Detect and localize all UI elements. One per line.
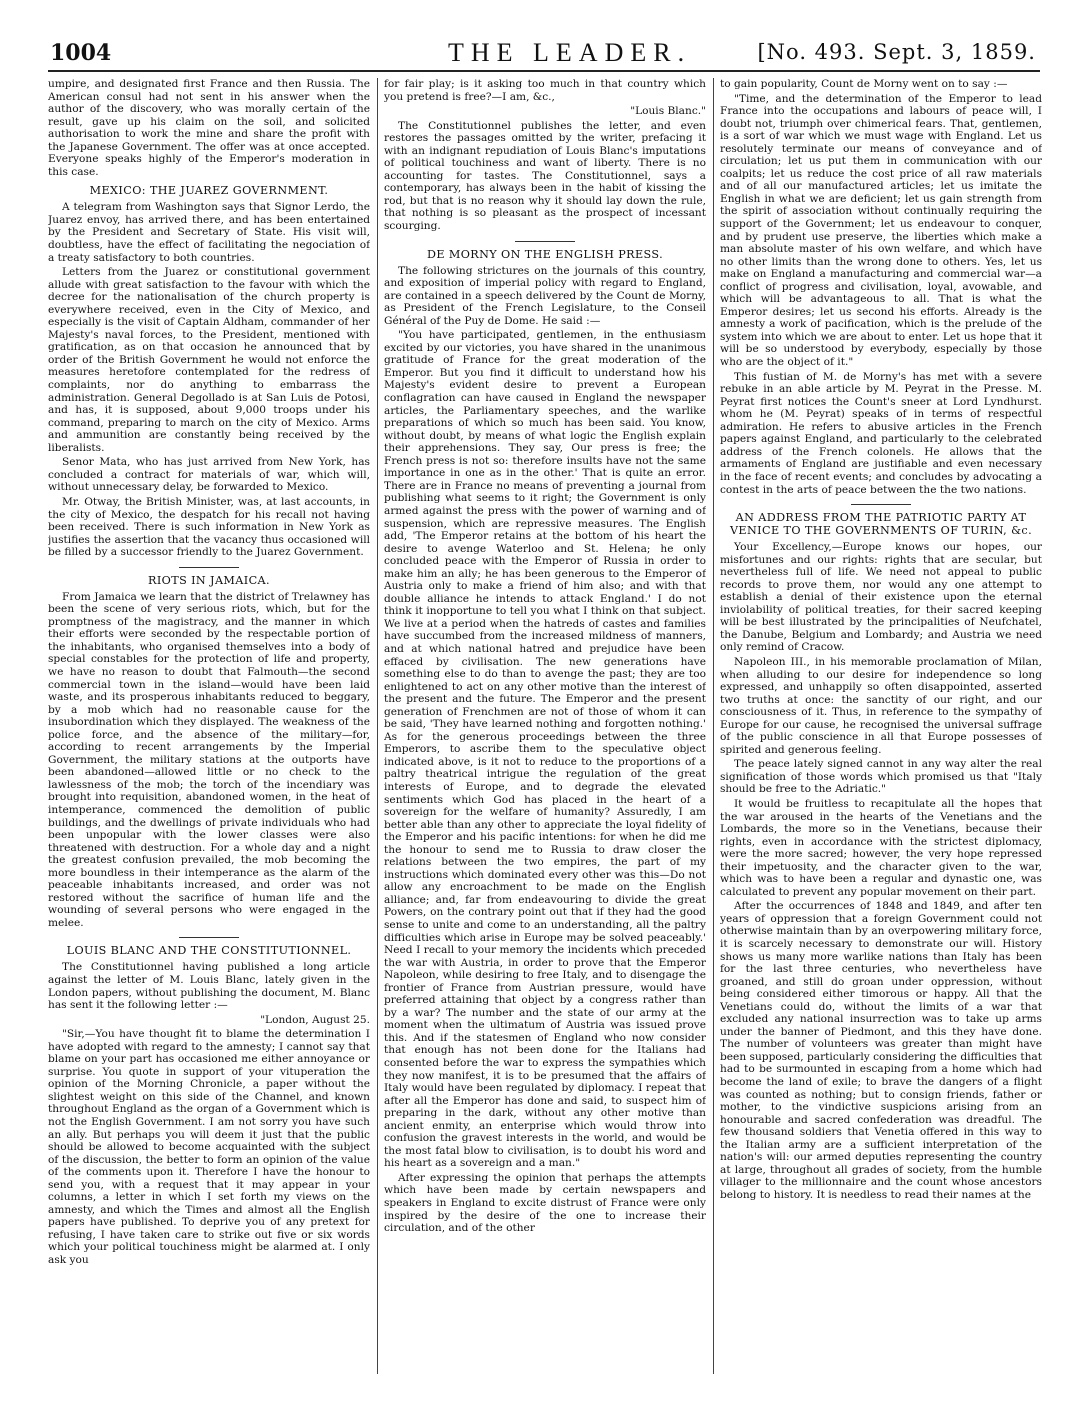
paragraph: From Jamaica we learn that the district of Trelawney has been the scene of very serious riots, which, but for the promptness of the magistracy, and the manner in which their efforts were seconded by the respectable portion of the inhabitants, who organised themselves into a body of special constables for the protection of life and property, we have no reason to doubt that Falmouth—the second commercial town in the island—would have been laid waste, and its prosperous inhabitants reduced to beggary, by a mob which had no reasonable cause for the insubordination which they displayed. The weakness of the police force, and the absence of the military—for, according to recent arrangements by the Imperial Government, the military stations at the outports have been abandoned—allowed little or no check to the lawlessness of the mob; the torch of the incendiary was brought into requisition, abandoned women, in the heat of intemperance, commenced the demolition of public buildings, and the dwellings of private individuals who had been unpopular with the lower classes were also threatened with destruction. For a whole day and a night the greatest confusion prevailed, the mob becoming the more boundless in their intemperance as the alarm of the peaceable inhabitants increased, and order was not restored without the sacrifice of human life and the wounding of several persons who were engaged in the melee. [48, 590, 370, 929]
section-heading-mexico: MEXICO: THE JUAREZ GOVERNMENT. [89, 184, 329, 198]
paragraph: The Constitutionnel publishes the letter, and even restores the passages omitted by the writer, prefacing it with an indignant repudiation of Louis Blanc's imputations of political touchiness and want of liberty. There is no accounting for tastes. The Constitutionnel, says a contemporary, has always been in the habit of kissing the rod, but that is no reason why it should lay down the rule, that nothing is so pleasant as the prospect of incessant scourging. [384, 119, 706, 233]
page-number: 1004 [50, 40, 112, 66]
paragraph: A telegram from Washington says that Signor Lerdo, the Juarez envoy, has arrived there, and has been entertained by the President and Secretary of State. His visit will, doubtless, have the effect of facilitating the negociation of a treaty satisfactory to both countries. [48, 201, 370, 264]
paragraph: umpire, and designated first France and then Russia. The American consul had not sent in his answer when the author of the discovery, who was morally certain of the result, gave up his claim on the soil, and solicited authorisation to work the mine and share the profit with the Japanese Government. The offer was at once accepted. Everyone speaks highly of the Emperor's moderation in this case. [48, 78, 370, 178]
paragraph: The peace lately signed cannot in any way alter the real signification of those words which promised us that "Italy should be free to the Adriatic." [720, 758, 1042, 796]
section-heading-riots: RIOTS IN JAMAICA. [148, 573, 270, 587]
column-3 [720, 78, 1042, 1374]
paragraph: "Time, and the determination of the Emperor to lead France into the occupations and labours of peace will, I doubt not, triumph over chimerical fears. That, gentlemen, is a sort of war which we must wage with England. Let us resolutely terminate our means of conveyance and of circulation; let us put them in communication with our coalpits; let us reduce the cost price of all raw materials and of all our manufactured articles; let us imitate the English in what we are deficient; let us gain strength from the spirit of association without continually requiring the support of the Government; let us endeavour to conquer, and by prudent use preserve, the liberties which make a man absolute master of his own welfare, and which have no other limits than the wrong done to others. Yes, let us make on England a manufacturing and commercial war—a conflict of progress and civilisation, loyal, avowable, and which will be advantageous to all. That is what the Emperor desires; let us second his efforts. Already is the amnesty a work of pacification, which is the prelude of the system into which we are about to enter. Let us hope that it will be so understood by everybody, especially by those who are the object of it." [720, 92, 1042, 369]
paragraph: "Sir,—You have thought fit to blame the determination I have adopted with regard to the amnesty; I cannot say that blame on your part has occasioned me either annoyance or surprise. You quote in support of your vituperation the opinion of the Morning Chronicle, a paper without the slightest weight on this side of the Channel, and known throughout England as the organ of a Government which is not the English Government. I am not sorry you have such an ally. But perhaps you will deem it just that the public should be allowed to become acquainted with the subject of the discussion, the better to form an opinion of the value of the comments upon it. Therefore I have the honour to send you, with a request that it may appear in your columns, a letter in which I set forth my views on the amnesty, and which the Times and almost all the English papers have published. To deprive you of any pretext for refusing, I have taken care to strike out five or six words which your political touchiness might be alarmed at. I only ask you [48, 1028, 370, 1267]
paragraph: Senor Mata, who has just arrived from New York, has concluded a contract for materials of war, which will, without unnecessary delay, be forwarded to Mexico. [48, 456, 370, 494]
paragraph: for fair play; is it asking too much in that country which you pretend is free?—I am, &c., [384, 78, 706, 103]
paragraph: Your Excellency,—Europe knows our hopes, our misfortunes and our rights: rights that are secular, but nevertheless full of life. We need not appeal to public records to prove them, nor would any one attempt to establish a denial of their existence upon the eternal inviolability of political treaties, for their sacred keeping will be best illustrated by the principalities of Neufchatel, the Danube, Belgium and Lombardy; and Austria we need only remind of Cracow. [720, 541, 1042, 654]
paragraph: After the occurrences of 1848 and 1849, and after ten years of oppression that a foreign Government could not otherwise maintain than by an overpowering military force, it is scarcely necessary to demonstrate our will. History shows us many more warlike nations than Italy has been for the last three centuries, who nevertheless have groaned, and still do groan under oppression, without being considered either timorous or happy. All that the Venetians could do, without the limits of a war that excluded any national insurrection was to take up arms under the banner of Piedmont, and this they have done. The number of volunteers was greater than might have been supposed, particularly considering the difficulties that had to be surmounted in escaping from a home which had become the land of exile; to brave the dangers of a flight was counted as nothing; but to consign friends, father or mother, to the vindictive suspicions arising from an honourable and sacred confederation was dreadful. The few thousand soldiers that Venetia offered in this way to the Italian army are a sufficient interpretation of the nation's will: our armed deputies representing the country at large, throughout all grades of society, from the humble villager to the millionnaire and the count whose ancestors belong to history. It is needless to read their names at the [720, 900, 1042, 1201]
issue-info: [No. 493. Sept. 3, 1859. [757, 40, 1036, 64]
section-heading-de-morny: DE MORNY ON THE ENGLISH PRESS. [426, 247, 664, 261]
paragraph: Mr. Otway, the British Minister, was, at last accounts, in the city of Mexico, the despatch for his recall not having been received. There is such information in New York as justifies the assertion that the vacancy thus occasioned will be filled by a successor friendly to the Juarez Government. [48, 495, 370, 559]
paragraph: The following strictures on the journals of this country, and exposition of imperial policy with regard to England, are contained in a speech delivered by the Count de Morny, as President of the French Legislature, to the Conseil Général of the Puy de Dome. He said :— [384, 264, 706, 327]
masthead-title: THE LEADER. [448, 38, 692, 67]
page-header [48, 38, 1040, 72]
section-divider [515, 241, 575, 242]
newspaper-page [48, 38, 1040, 1378]
paragraph: to gain popularity, Count de Morny went on to say :— [720, 78, 1008, 90]
section-divider [179, 937, 239, 938]
section-divider [179, 567, 239, 568]
section-heading-louis-blanc: LOUIS BLANC AND THE CONSTITUTIONNEL. [66, 944, 352, 958]
paragraph: Letters from the Juarez or constitutional government allude with great satisfaction to the favour with which the decree for the nationalisation of the church property is everywhere received, even in the City of Mexico, and especially is the visit of Captain Aldham, commander of her Majesty's naval forces, to the President, mentioned with gratification, as on that occasion he announced that by order of the British Government he would not enforce the measures heretofore contemplated for the redress of complaints, nor do anything to embarrass the administration. General Degollado is at San Luis de Potosi, and has, it is supposed, about 9,000 troops under his command, preparing to march on the city of Mexico. Arms and ammunition are constantly being received by the liberalists. [48, 266, 370, 454]
column-rule [377, 78, 378, 1374]
paragraph: "You have participated, gentlemen, in the enthusiasm excited by our victories, you have shared in the unanimous gratitude of France for the great moderation of the Emperor. But you find it difficult to understand how his Majesty's evident desire to prevent a European conflagration can have caused in England the newspaper articles, the Parliamentary speeches, and the warlike preparations of which so much has been said. You know, without doubt, by means of what logic the English explain their apprehensions. They say, Our press is free; the French press is not so: therefore insults have not the same importance in one as in the other.' That is quite an error. There are in France no means of preventing a journal from publishing what seems to it right; the Government is only armed against the press with the power of warning and of suspension, which are repressive measures. The English add, 'The Emperor retains at the bottom of his heart the desire to avenge Waterloo and St. Helena; he only concluded peace with the Emperor of Russia in order to make him an ally; he has been generous to the Emperor of Austria only to make a friend of him also; and with that double alliance he intends to attack England.' I do not think it inopportune to tell you what I think on that subject. We live at a period when the hatreds of castes and families have succumbed from the increased mildness of manners, and at which national hatred and prejudice have been effaced by civilisation. The new generations have something else to do than to avenge the past; they are too enlightened to act on any other motive than the interest of the present and the future. The Emperor and the present generation of Frenchmen are not of those of whom it can be said, 'They have learned nothing and forgotten nothing.' As for the generous proceedings between the three Emperors, to ascribe them to the speculative object indicated above, is it not to reduce to the proportions of a paltry theatrical intrigue the regulation of the great interests of Europe, and to degrade the elevated sentiments which God has placed in the heart of a sovereign for the welfare of humanity? Assuredly, I am better able than any other to appreciate the loyal fidelity of the Emperor and his pacific intentions: for when he did me the honour to send me to Russia to draw closer the relations between the two empires, the part of my instructions which dominated every other was this—Do not allow any encroachment to be made on the English alliance; and, far from endeavouring to divide the great Powers, on the contrary point out that if they had the good sense to unite and come to an understanding, all the paltry difficulties which arise in Europe may be solved peaceably.' Need I recall to your memory the incidents which preceded the war with Austria, in order to prove that the Emperor Napoleon, while desiring to free Italy, and to disengage the frontier of France from Austrian pressure, would have preferred attaining that object by a congress rather than by a war? The number and the state of our army at the moment when the ultimatum of Austria was issued prove this. And if the statesmen of England who now consider that enough has not been done for the Italians had consented before the war to express the sympathies which they now manifest, it is to be presumed that the affairs of Italy would have been regulated by diplomacy. I repeat that after all the Emperor has done and said, to suspect him of preparing in the dark, without any other motive than ancient enmity, an enterprise which would throw into confusion the gravest interests in the world, and would be the most fatal blow to civilisation, is to doubt his word and his heart as a sovereign and a man." [384, 329, 706, 1170]
section-divider [851, 504, 911, 505]
paragraph: This fustian of M. de Morny's has met with a severe rebuke in an able article by M. Peyrat in the Presse. M. Peyrat first notices the Count's sneer at Lord Lyndhurst. whom he (M. Peyrat) speaks of in terms of respectful admiration. He refers to abusive articles in the French papers against England, and particularly to the celebrated address of the French colonels. He allows that the armaments of England are justifiable and even necessary in the face of recent events; and concludes by advocating a contest in the arts of peace between the the two nations. [720, 370, 1042, 496]
column-1 [48, 78, 370, 1374]
paragraph: It would be fruitless to recapitulate all the hopes that the war aroused in the hearts of the Venetians and the Lombards, the more so in the Venetians, because their rights, even in accordance with the strictest diplomacy, were the more sacred; however, the very hope repressed their impetuosity, and the character given to the war, which was to have been a regular and dynastic one, was calculated to prevent any popular movement on their part. [720, 797, 1042, 898]
paragraph: After expressing the opinion that perhaps the attempts which have been made by certain newspapers and speakers in England to excite distrust of France were only inspired by the desire of the one to increase their circulation, and of the other [384, 1171, 706, 1235]
letter-dateline: "London, August 25. [260, 1013, 370, 1026]
paragraph: Napoleon III., in his memorable proclamation of Milan, when alluding to our desire for independence so long expressed, and unhappily so often disappointed, asserted two truths at once: the sanctity of our right, and our consciousness of it. Thus, in reference to the sympathy of Europe for our cause, he recognised the universal suffrage of the public conscience in all that Europe possesses of spirited and generous feeling. [720, 655, 1042, 756]
letter-signature: "Louis Blanc." [630, 105, 706, 118]
section-heading-venice-address: AN ADDRESS FROM THE PATRIOTIC PARTY AT VENICE TO THE GOVERNMENTS OF TURIN, &c. [729, 511, 1033, 538]
paragraph: The Constitutionnel having published a long article against the letter of M. Louis Blanc, lately given in the London papers, without publishing the document, M. Blanc has sent it the following letter :— [48, 961, 370, 1012]
column-rule [713, 78, 714, 1374]
column-2 [384, 78, 706, 1374]
